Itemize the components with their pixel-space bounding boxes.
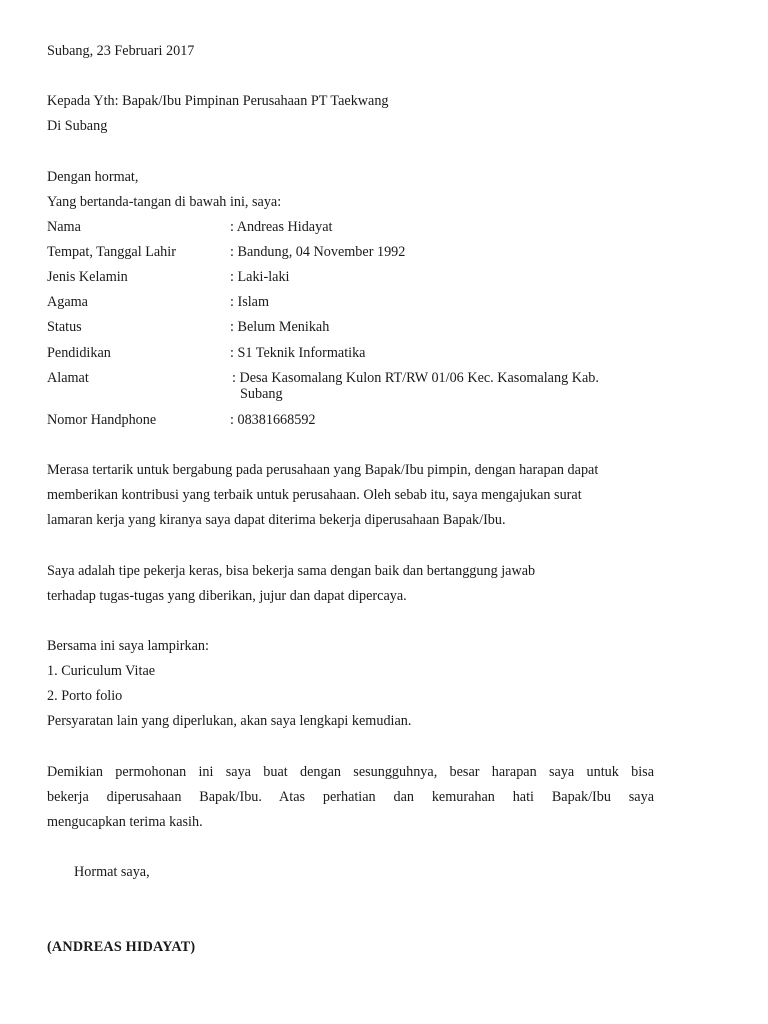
field-label-nama: Nama bbox=[47, 219, 81, 235]
field-label-ttl: Tempat, Tanggal Lahir bbox=[47, 244, 176, 260]
field-label-agama: Agama bbox=[47, 294, 88, 310]
field-label-alamat: Alamat bbox=[47, 370, 89, 386]
field-value-ttl: : Bandung, 04 November 1992 bbox=[230, 244, 406, 260]
field-label-pendidikan: Pendidikan bbox=[47, 345, 111, 361]
closing-line1: Demikian permohonan ini saya buat dengan sesungguhnya, besar harapan saya untuk bisa bbox=[47, 764, 654, 780]
field-value-handphone: : 08381668592 bbox=[230, 412, 316, 428]
attachments-intro: Bersama ini saya lampirkan: bbox=[47, 638, 209, 654]
para2-line2: terhadap tugas-tugas yang diberikan, jujur dan dapat dipercaya. bbox=[47, 588, 407, 604]
field-value-status: : Belum Menikah bbox=[230, 319, 330, 335]
field-label-status: Status bbox=[47, 319, 82, 335]
para2-line1: Saya adalah tipe pekerja keras, bisa bekerja sama dengan baik dan bertanggung jawab bbox=[47, 563, 536, 579]
field-value-alamat-line2: Subang bbox=[240, 386, 283, 402]
para1-line1: Merasa tertarik untuk bergabung pada perusahaan yang Bapak/Ibu pimpin, dengan harapan dapat bbox=[47, 462, 599, 478]
recipient-place: Di Subang bbox=[47, 118, 108, 134]
sign-off: Hormat saya, bbox=[74, 864, 150, 880]
field-value-pendidikan: : S1 Teknik Informatika bbox=[230, 345, 366, 361]
greeting: Dengan hormat, bbox=[47, 169, 139, 185]
intro-line: Yang bertanda-tangan di bawah ini, saya: bbox=[47, 194, 282, 210]
field-value-agama: : Islam bbox=[230, 294, 270, 310]
attachments-note: Persyaratan lain yang diperlukan, akan saya lengkapi kemudian. bbox=[47, 713, 412, 729]
para1-line2: memberikan kontribusi yang terbaik untuk perusahaan. Oleh sebab itu, saya mengajukan surat bbox=[47, 487, 582, 503]
closing-line2: bekerja diperusahaan Bapak/Ibu. Atas perhatian dan kemurahan hati Bapak/Ibu saya bbox=[47, 789, 654, 805]
attachment-item: 1. Curiculum Vitae bbox=[47, 663, 156, 679]
field-label-handphone: Nomor Handphone bbox=[47, 412, 157, 428]
closing-paragraph bbox=[47, 764, 654, 814]
recipient: Kepada Yth: Bapak/Ibu Pimpinan Perusahaan PT Taekwang bbox=[47, 93, 389, 109]
closing-line3: mengucapkan terima kasih. bbox=[47, 814, 203, 830]
field-value-jenis-kelamin: : Laki-laki bbox=[230, 269, 290, 285]
field-label-jenis-kelamin: Jenis Kelamin bbox=[47, 269, 128, 285]
attachment-item: 2. Porto folio bbox=[47, 688, 123, 704]
place-date: Subang, 23 Februari 2017 bbox=[47, 43, 195, 59]
field-value-nama: : Andreas Hidayat bbox=[230, 219, 333, 235]
para1-line3: lamaran kerja yang kiranya saya dapat diterima bekerja diperusahaan Bapak/Ibu. bbox=[47, 512, 506, 528]
signature-name: (ANDREAS HIDAYAT) bbox=[47, 939, 196, 955]
field-value-alamat: : Desa Kasomalang Kulon RT/RW 01/06 Kec. Kasomalang Kab. bbox=[232, 370, 599, 386]
